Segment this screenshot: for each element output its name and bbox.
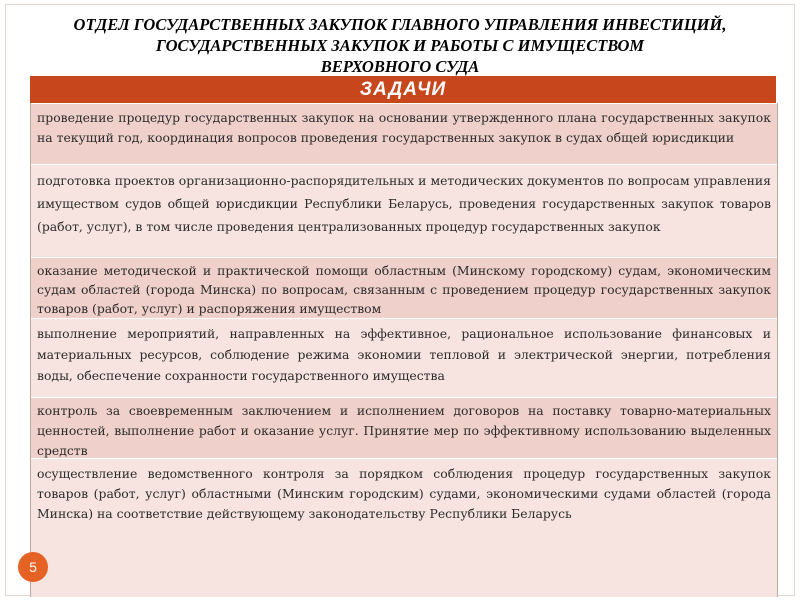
page-title bbox=[40, 14, 760, 77]
task-row bbox=[31, 257, 777, 318]
task-text: оказание методической и практической помощи областным (Минскому городскому) судам, экономическим судам областей (города Минска) по вопросам, связанным с проведением процедур государственных закупок товаров (работ, услуг) и распоряжения имуществом bbox=[37, 263, 771, 316]
task-row bbox=[31, 397, 777, 458]
tasks-header: ЗАДАЧИ bbox=[30, 76, 776, 103]
task-text: контроль за своевременным заключением и исполнением договоров на поставку товарно-материальных ценностей, выполнение работ и оказание услуг. Принятие мер по эффективному использованию выделенных средств bbox=[37, 403, 771, 458]
task-text: проведение процедур государственных закупок на основании утвержденного плана государственных закупок на текущий год, координация вопросов проведения государственных закупок в судах общей юрисдикции bbox=[37, 110, 771, 145]
task-row bbox=[31, 164, 777, 257]
title-line-1: ОТДЕЛ ГОСУДАРСТВЕННЫХ ЗАКУПОК ГЛАВНОГО УПРАВЛЕНИЯ ИНВЕСТИЦИЙ, bbox=[73, 15, 727, 34]
page-number-badge: 5 bbox=[18, 552, 48, 582]
tasks-table bbox=[30, 103, 778, 597]
task-text: осуществление ведомственного контроля за порядком соблюдения процедур государственных закупок товаров (работ, услуг) областными (Минским городским) судами, экономическими судами областей (города Минска) на соответствие действующему законодательству Республики Беларусь bbox=[37, 466, 771, 521]
title-line-2: ГОСУДАРСТВЕННЫХ ЗАКУПОК И РАБОТЫ С ИМУЩЕСТВОМ bbox=[155, 36, 645, 55]
task-row bbox=[31, 458, 777, 597]
task-row bbox=[31, 103, 777, 164]
title-line-3: ВЕРХОВНОГО СУДА bbox=[320, 57, 480, 76]
task-text: выполнение мероприятий, направленных на эффективное, рациональное использование финансовых и материальных ресурсов, соблюдение режима экономии тепловой и электрической энергии, потребления воды, обеспечение сохранности государственного имущества bbox=[37, 326, 771, 383]
task-text: подготовка проектов организационно-распорядительных и методических документов по вопросам управления имуществом судов общей юрисдикции Республики Беларусь, проведения государственных закупок товаров (работ, услуг), в том числе проведения централизованных процедур государственных закупок bbox=[37, 173, 771, 234]
task-row bbox=[31, 318, 777, 397]
